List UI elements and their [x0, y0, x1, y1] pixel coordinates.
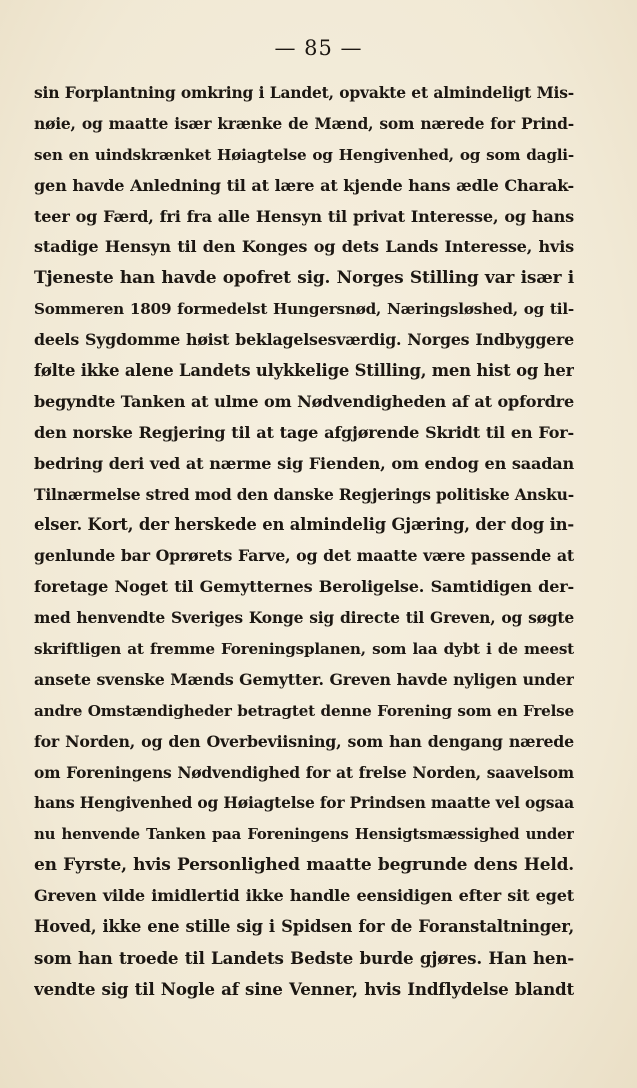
text-line: genlunde bar Oprørets Farve, og det maatte være passende at	[34, 546, 574, 566]
text-line: Greven vilde imidlertid ikke handle eensidigen efter sit eget	[34, 886, 574, 906]
text-line: som han troede til Landets Bedste burde gjøres. Han hen-	[34, 947, 574, 968]
body-text	[34, 78, 574, 1005]
text-line: nøie, og maatte især krænke de Mænd, som nærede for Prind-	[34, 113, 574, 133]
text-line: ansete svenske Mænds Gemytter. Greven havde nyligen under	[34, 669, 574, 689]
text-line: begyndte Tanken at ulme om Nødvendigheden af at opfordre	[34, 391, 574, 411]
text-line: sin Forplantning omkring i Landet, opvakte et almindeligt Mis-	[34, 83, 574, 102]
text-line: den norske Regjering til at tage afgjørende Skridt til en For-	[34, 422, 574, 442]
text-line: stadige Hensyn til den Konges og dets Lands Interesse, hvis	[34, 237, 574, 257]
page-number: — 85 —	[274, 36, 363, 60]
text-line: skriftligen at fremme Foreningsplanen, som laa dybt i de meest	[34, 640, 574, 659]
text-line: deels Sygdomme høist beklagelsesværdig. Norges Indbyggere	[34, 330, 574, 350]
text-line: nu henvende Tanken paa Foreningens Hensigtsmæssighed under	[34, 825, 574, 844]
text-line: følte ikke alene Landets ulykkelige Stilling, men hist og her	[34, 361, 574, 381]
text-line: Tjeneste han havde opofret sig. Norges Stilling var især i	[34, 268, 574, 289]
text-line: vendte sig til Nogle af sine Venner, hvis Indflydelse blandt	[34, 978, 574, 999]
text-line: Hoved, ikke ene stille sig i Spidsen for de Foranstaltninger,	[34, 917, 574, 937]
text-line: for Norden, og den Overbeviisning, som han dengang nærede	[34, 731, 574, 751]
text-line: foretage Noget til Gemytternes Beroligelse. Samtidigen der-	[34, 577, 574, 597]
text-line: gen havde Anledning til at lære at kjende hans ædle Charak-	[34, 175, 574, 195]
text-line: en Fyrste, hvis Personlighed maatte begrunde dens Held.	[34, 855, 574, 876]
text-line: andre Omstændigheder betragtet denne Forening som en Frelse	[34, 701, 574, 720]
text-line: bedring deri ved at nærme sig Fienden, om endog en saadan	[34, 453, 574, 473]
text-line: teer og Færd, fri fra alle Hensyn til privat Interesse, og hans	[34, 206, 574, 226]
text-line: sen en uindskrænket Høiagtelse og Hengivenhed, og som dagli-	[34, 145, 574, 164]
text-line: med henvendte Sveriges Konge sig directe til Greven, og søgte	[34, 608, 574, 628]
text-line: Sommeren 1809 formedelst Hungersnød, Næringsløshed, og til-	[34, 300, 574, 319]
text-line: hans Hengivenhed og Høiagtelse for Prindsen maatte vel ogsaa	[34, 793, 574, 813]
text-line: om Foreningens Nødvendighed for at frelse Norden, saavelsom	[34, 762, 574, 782]
text-line: Tilnærmelse stred mod den danske Regjerings politiske Ansku-	[34, 484, 574, 504]
text-line: elser. Kort, der herskede en almindelig Gjæring, der dog in-	[34, 515, 574, 535]
